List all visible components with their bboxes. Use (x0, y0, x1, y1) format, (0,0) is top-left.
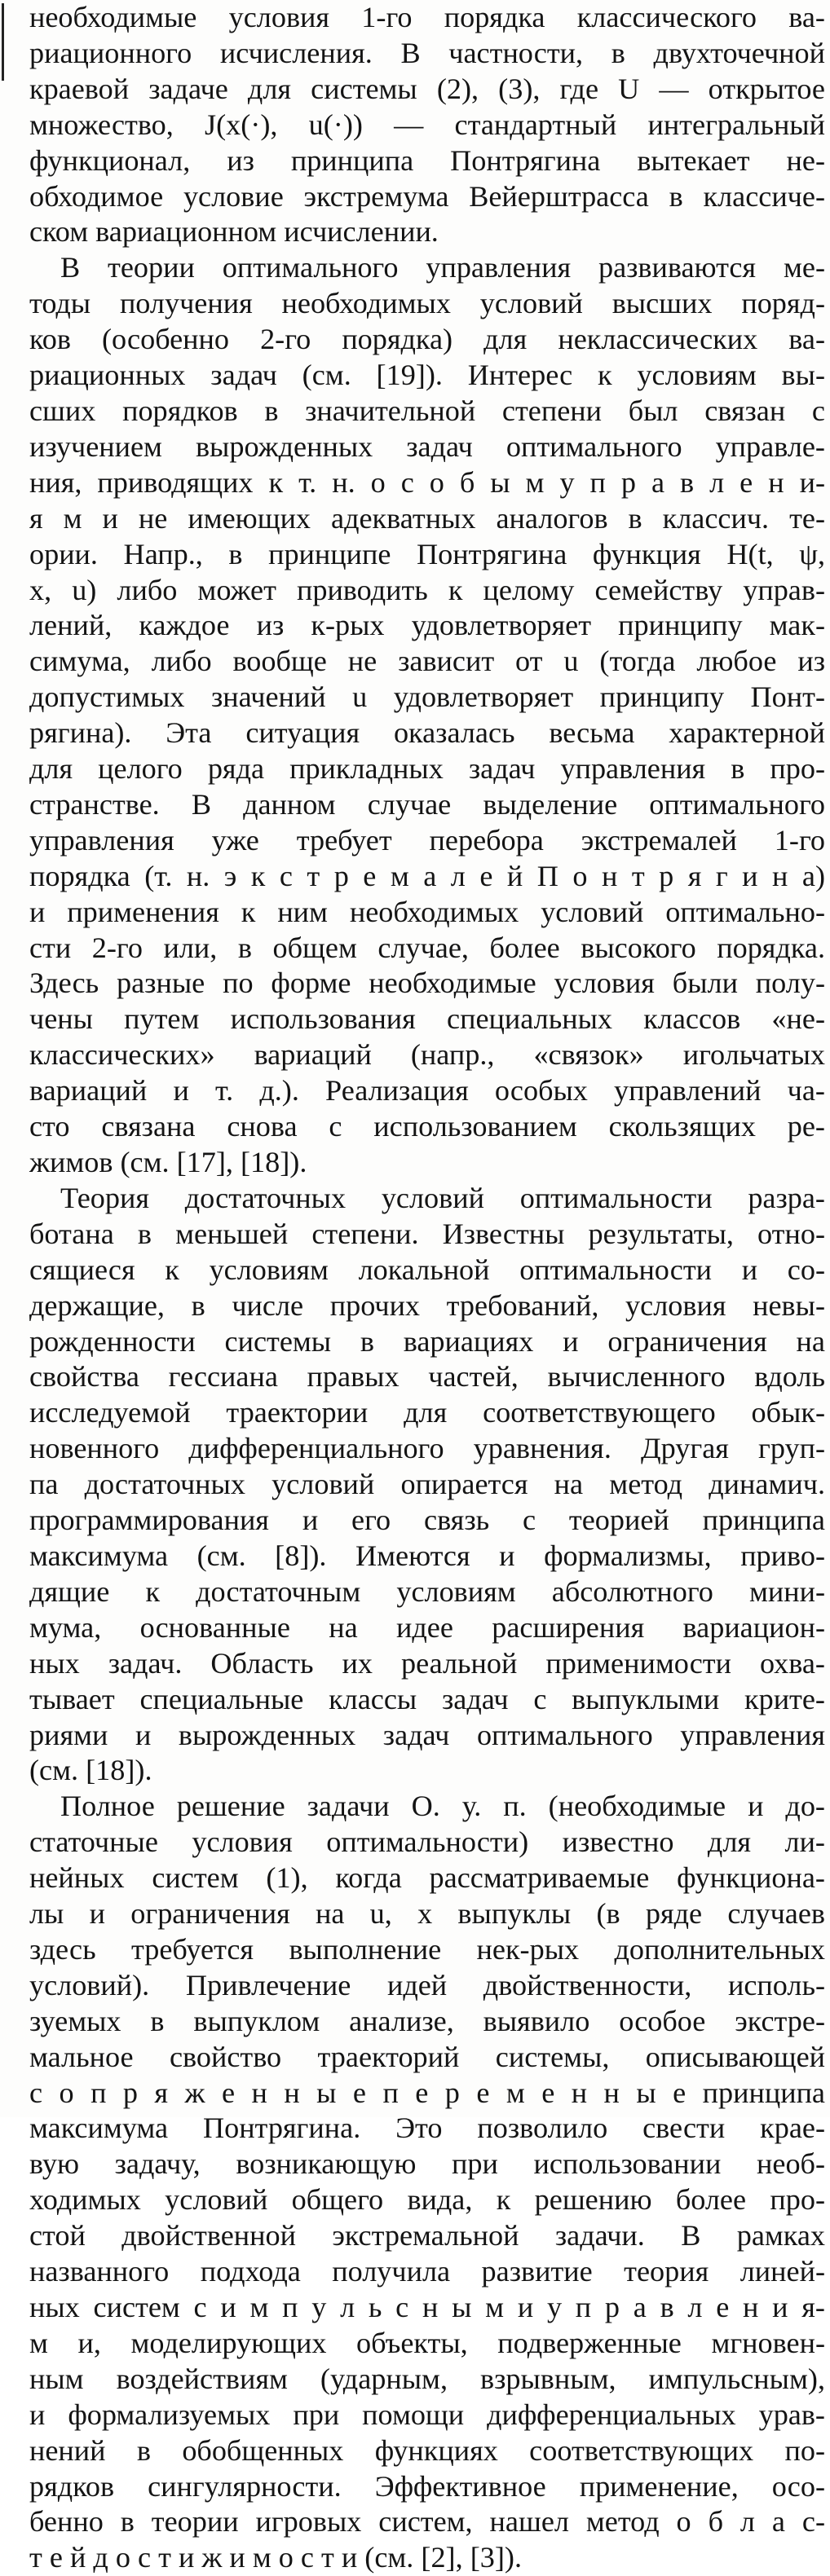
text-line: исследуемой траектории для соответствующего обык- (29, 1396, 825, 1429)
text-line: В теории оптимального управления развиваются ме- (60, 251, 825, 284)
text-line: т е й д о с т и ж и м о с т и (см. [2], [3]). (29, 2541, 522, 2574)
text-line: риями и вырожденных задач оптимального управления (29, 1718, 825, 1751)
text-line: свойства гессиана правых частей, вычисленного вдоль (29, 1360, 825, 1394)
text-line: рожденности системы в вариациях и ограничения на (29, 1324, 825, 1358)
text-line: x, u) либо может приводить к целому семейству управ- (29, 573, 825, 606)
text-line: ков (особенно 2-го порядка) для неклассических ва- (29, 323, 825, 356)
text-line: вую задачу, возникающую при использовании необ- (29, 2147, 825, 2181)
paragraph (29, 1181, 825, 1789)
text-line: управления уже требует перебора экстремалей 1-го (29, 823, 825, 856)
text-line: риационных задач (см. [19]). Интерес к условиям вы- (29, 359, 825, 392)
text-line: жимов (см. [17], [18]). (29, 1146, 307, 1178)
text-line: для целого ряда прикладных задач управления в про- (29, 752, 825, 786)
text-line: м и, моделирующих объекты, подверженные мгновен- (29, 2326, 825, 2359)
text-line: рядков сингулярности. Эффективное применение, осо- (29, 2469, 825, 2503)
text-line: сто связана снова с использованием скользящих ре- (29, 1110, 825, 1143)
text-line: чены путем использования специальных классов «не- (29, 1002, 825, 1036)
text-line: ском вариационном исчислении. (29, 215, 439, 249)
text-line: ным воздействиям (ударным, взрывным, импульсным), (29, 2362, 825, 2395)
text-line: сящиеся к условиям локальной оптимальности и со- (29, 1253, 825, 1286)
text-line: мума, основанные на идее расширения вариацион- (29, 1610, 825, 1644)
text-line: краевой задаче для системы (2), (3), где U — открытое (29, 72, 825, 105)
text-line: классических» вариаций (напр., «связок» игольчатых (29, 1038, 825, 1072)
text-line: па достаточных условий опирается на метод динамич. (29, 1468, 825, 1501)
text-line: (см. [18]). (29, 1754, 152, 1787)
text-line: названного подхода получила развитие теория линей- (29, 2255, 825, 2288)
text-line: ния, приводящих к т. н. о с о б ы м у п р а в л е н и- (29, 465, 825, 499)
text-line: функционал, из принципа Понтрягина вытекает не- (29, 143, 825, 177)
text-line: нейных систем (1), когда рассматриваемые функциона- (29, 1861, 825, 1895)
text-line: Полное решение задачи О. у. п. (необходимые и до- (60, 1790, 825, 1823)
text-line: дящие к достаточным условиям абсолютного мини- (29, 1574, 825, 1608)
text-line: и применения к ним необходимых условий оптимально- (29, 895, 825, 928)
text-line: бенно в теории игровых систем, нашел метод о б л а с- (29, 2505, 825, 2539)
paragraph (29, 250, 825, 1181)
text-line: программирования и его связь с теорией принципа (29, 1504, 825, 1537)
text-line: ботана в меньшей степени. Известны результаты, отно- (29, 1217, 825, 1250)
text-line: обходимое условие экстремума Вейерштрасса в классиче- (29, 179, 825, 213)
text-line: сших порядков в значительной степени был связан с (29, 394, 825, 427)
text-line: я м и не имеющих адекватных аналогов в классич. те- (29, 501, 825, 535)
text-line: новенного дифференциального уравнения. Другая груп- (29, 1432, 825, 1465)
text-line: ных задач. Область их реальной применимости охва- (29, 1646, 825, 1680)
text-line: статочные условия оптимальности) известно для ли- (29, 1825, 825, 1859)
paragraph (29, 0, 825, 250)
text-line: порядка (т. н. э к с т р е м а л е й П о н т р я г и н а) (29, 859, 825, 892)
text-line: множество, J(x(·), u(·)) — стандартный интегральный (29, 108, 825, 141)
text-line: зуемых в выпуклом анализе, выявило особое экстре- (29, 2004, 825, 2037)
text-line: с о п р я ж е н н ы е п е р е м е н н ы е принципа (29, 2076, 825, 2109)
text-line: лений, каждое из к-рых удовлетворяет принципу мак- (29, 609, 825, 642)
text-line: изучением вырожденных задач оптимального управле- (29, 429, 825, 463)
text-line: рягина). Эта ситуация оказалась весьма характерной (29, 716, 825, 750)
text-line: сти 2-го или, в общем случае, более высокого порядка. (29, 931, 825, 964)
text-line: здесь требуется выполнение нек-рых дополнительных (29, 1932, 825, 1966)
text-line: допустимых значений u удовлетворяет принципу Понт- (29, 680, 825, 714)
text-line: нений в обобщенных функциях соответствующих по- (29, 2433, 825, 2467)
text-line: странстве. В данном случае выделение оптимального (29, 787, 825, 821)
text-line: ходимых условий общего вида, к решению более про- (29, 2183, 825, 2217)
text-line: стой двойственной экстремальной задачи. В рамках (29, 2219, 825, 2252)
text-line: ных систем с и м п у л ь с н ы м и у п р а в л е н и я- (29, 2291, 825, 2323)
margin-rule (2, 3, 4, 81)
text-line: максимума (см. [8]). Имеются и формализмы, приво- (29, 1539, 825, 1572)
text-line: лы и ограничения на u, x выпуклы (в ряде случаев (29, 1897, 825, 1931)
text-line: ории. Напр., в принципе Понтрягина функция H(t, ψ, (29, 537, 825, 570)
text-line: условий). Привлечение идей двойственности, исполь- (29, 1968, 825, 2001)
text-line: максимума Понтрягина. Это позволило свести крае- (29, 2111, 825, 2145)
text-line: Теория достаточных условий оптимальности разра- (60, 1181, 825, 1214)
text-line: тывает специальные классы задач с выпуклыми крите- (29, 1682, 825, 1715)
text-line: и формализуемых при помощи дифференциальных урав- (29, 2398, 825, 2431)
text-line: Здесь разные по форме необходимые условия были полу- (29, 967, 825, 1000)
text-line: держащие, в числе прочих требований, условия невы- (29, 1288, 825, 1322)
text-line: необходимые условия 1-го порядка классического ва- (29, 1, 825, 33)
paragraph (29, 1789, 825, 2576)
text-line: риационного исчисления. В частности, в двухточечной (29, 36, 825, 69)
text-column (29, 0, 825, 2576)
text-line: мальное свойство траекторий системы, описывающей (29, 2040, 825, 2073)
text-line: симума, либо вообще не зависит от u (тогда любое из (29, 645, 825, 678)
text-line: тоды получения необходимых условий высших поряд- (29, 287, 825, 320)
text-line: вариаций и т. д.). Реализация особых управлений ча- (29, 1074, 825, 1107)
